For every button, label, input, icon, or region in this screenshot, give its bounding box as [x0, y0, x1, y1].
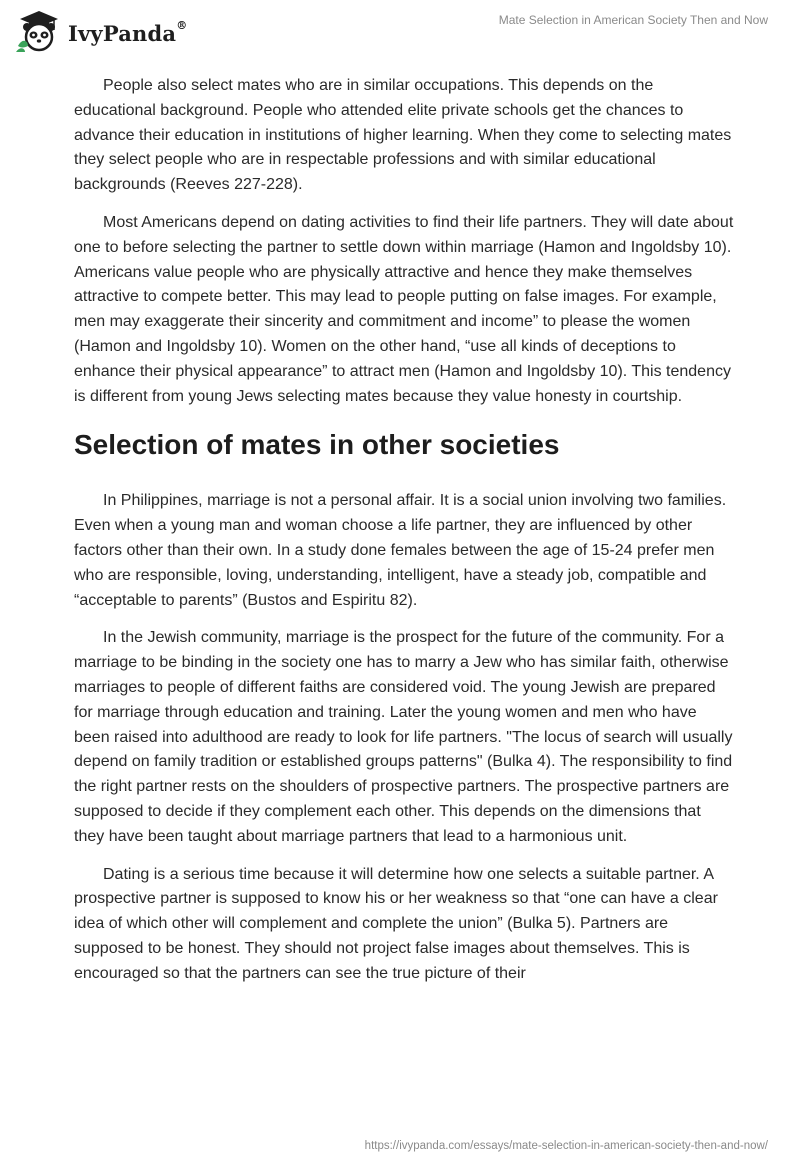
essay-body — [74, 74, 734, 1000]
ivypanda-logo[interactable] — [14, 8, 187, 54]
paragraph-jewish-community: In the Jewish community, marriage is the prospect for the future of the community. For a marriage to be binding in the society one has to marry a Jew who has similar faith, otherwise marriages to people of different faiths are considered void. The young Jewish are prepared for marriage through education and training. Later the young women and men who have been raised into adulthood are ready to look for life partners. "The locus of search will usually depend on family tradition or established groups patterns" (Bulka 4). The responsibility to find the right partner rests on the shoulders of prospective partners. The prospective partners are supposed to decide if they complement each other. This depends on the dimensions that they have been taught about marriage partners that lead to a harmonious unit. — [74, 629, 733, 845]
document-title: Mate Selection in American Society Then and Now — [498, 13, 768, 27]
page-header — [0, 0, 800, 60]
footer-source-url[interactable]: https://ivypanda.com/essays/mate-selection-in-american-society-then-and-now/ — [364, 1140, 768, 1152]
paragraph-american-dating: Most Americans depend on dating activities to find their life partners. They will date about one to before selecting the partner to settle down within marriage (Hamon and Ingoldsby 10). Americans value people who are physically attractive and hence they make themselves attractive to compete better. This may lead to people putting on false images. For example, men may exaggerate their sincerity and commitment and income” to please the women (Hamon and Ingoldsby 10). Women on the other hand, “use all kinds of deceptions to enhance their physical appearance” to attract men (Hamon and Ingoldsby 10). This tendency is different from young Jews selecting mates because they value honesty in courtship. — [74, 213, 734, 405]
paragraph-philippines: In Philippines, marriage is not a personal affair. It is a social union involving two families. Even when a young man and woman choose a life partner, they are influenced by other factors other than their own. In a study done females between the age of 15-24 prefer men who are responsible, loving, understanding, intelligent, have a steady job, compatible and “acceptable to parents” (Bustos and Espiritu 82). — [74, 492, 727, 609]
paragraph-occupations: People also select mates who are in similar occupations. This depends on the educational background. People who attended elite private schools get the chances to advance their education in institutions of higher learning. When they come to selecting mates they select people who are in respectable professions and with similar educational backgrounds (Reeves 227-228). — [74, 77, 732, 194]
panda-graduate-icon — [14, 8, 64, 54]
section-heading-other-societies: Selection of mates in other societies — [74, 429, 560, 461]
logo-wordmark: IvyPanda® — [68, 18, 188, 46]
paragraph-dating-serious: Dating is a serious time because it will determine how one selects a suitable partner. A prospective partner is supposed to know his or her weakness so that “one can have a clear idea of which other will complement and complete the union” (Bulka 5). Partners are supposed to be honest. They should not project false images about themselves. This is encouraged so that the partners can see the true picture of their — [74, 865, 718, 982]
